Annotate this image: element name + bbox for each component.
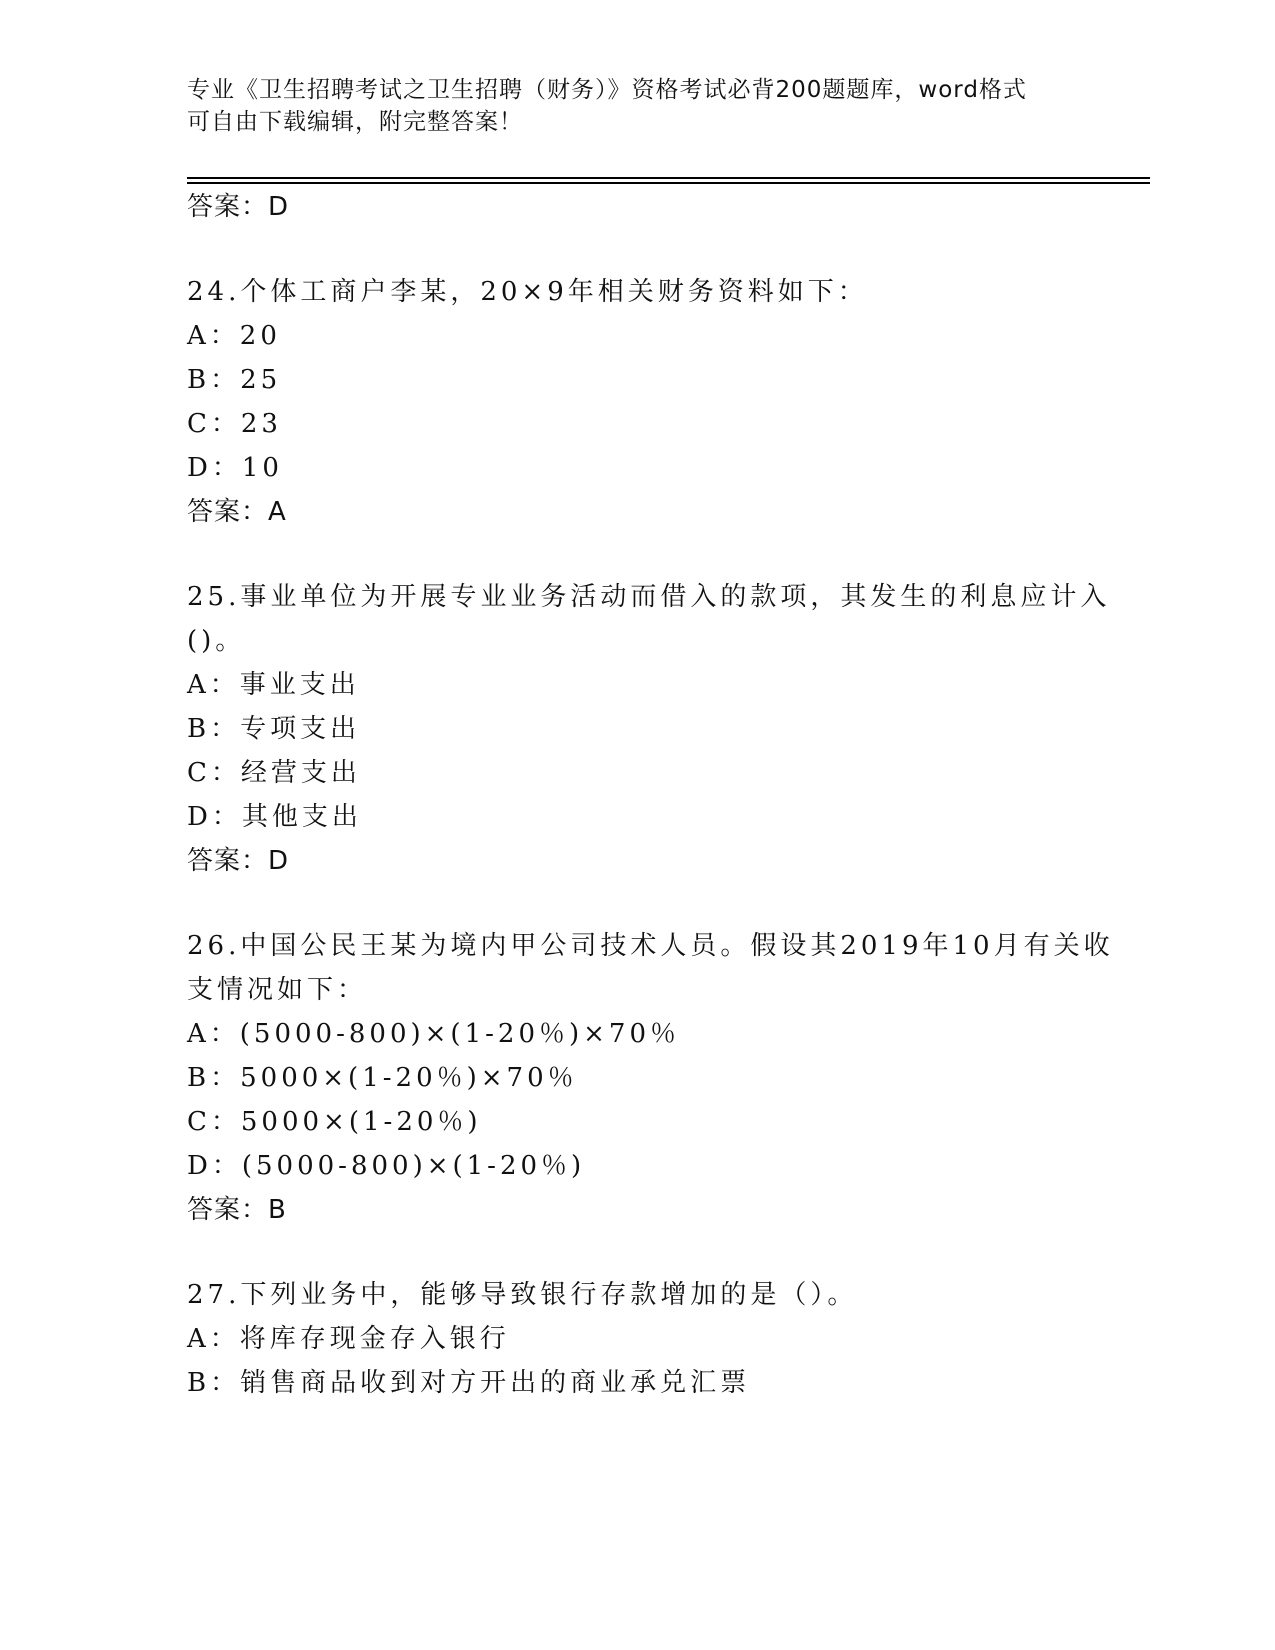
question-26-option-c: C：5000×(1-20％) <box>187 1107 482 1137</box>
question-25-option-b: B：专项支出 <box>187 714 361 744</box>
question-26-option-b: B：5000×(1-20％)×70％ <box>187 1063 578 1093</box>
question-26-stem-line-2: 支情况如下： <box>187 975 368 1005</box>
question-26-answer: 答案：B <box>187 1195 287 1225</box>
header-line-2: 可自由下载编辑，附完整答案！ <box>187 109 523 135</box>
question-25-stem-line-1: 25.事业单位为开展专业业务活动而借入的款项，其发生的利息应计入 <box>187 582 1111 612</box>
question-25-answer: 答案：D <box>187 846 290 876</box>
question-24-option-c: C：23 <box>187 409 282 439</box>
question-27-option-a: A：将库存现金存入银行 <box>187 1324 510 1354</box>
question-24-option-b: B：25 <box>187 365 282 395</box>
question-25-option-c: C：经营支出 <box>187 758 361 788</box>
question-26-option-d: D：(5000-800)×(1-20％) <box>187 1151 586 1181</box>
question-25-option-a: A：事业支出 <box>187 670 360 700</box>
question-24-stem: 24.个体工商户李某，20×9年相关财务资料如下： <box>187 277 868 307</box>
question-24-answer: 答案：A <box>187 497 287 527</box>
question-25-stem-line-2: ()。 <box>187 626 246 656</box>
question-24-option-d: D：10 <box>187 453 283 483</box>
previous-answer: 答案：D <box>187 192 290 222</box>
header-divider-bottom <box>187 182 1150 184</box>
header-divider-top <box>187 177 1150 179</box>
header-line-1: 专业《卫生招聘考试之卫生招聘（财务）》资格考试必背200题题库，word格式 <box>187 77 1027 103</box>
question-27-stem: 27.下列业务中，能够导致银行存款增加的是（）。 <box>187 1280 858 1310</box>
question-25-option-d: D：其他支出 <box>187 802 362 832</box>
question-24-option-a: A：20 <box>187 321 281 351</box>
question-26-option-a: A：(5000-800)×(1-20％)×70％ <box>187 1019 680 1049</box>
question-27-option-b: B：销售商品收到对方开出的商业承兑汇票 <box>187 1368 751 1398</box>
question-26-stem-line-1: 26.中国公民王某为境内甲公司技术人员。假设其2019年10月有关收 <box>187 931 1114 961</box>
document-header <box>187 74 1067 138</box>
